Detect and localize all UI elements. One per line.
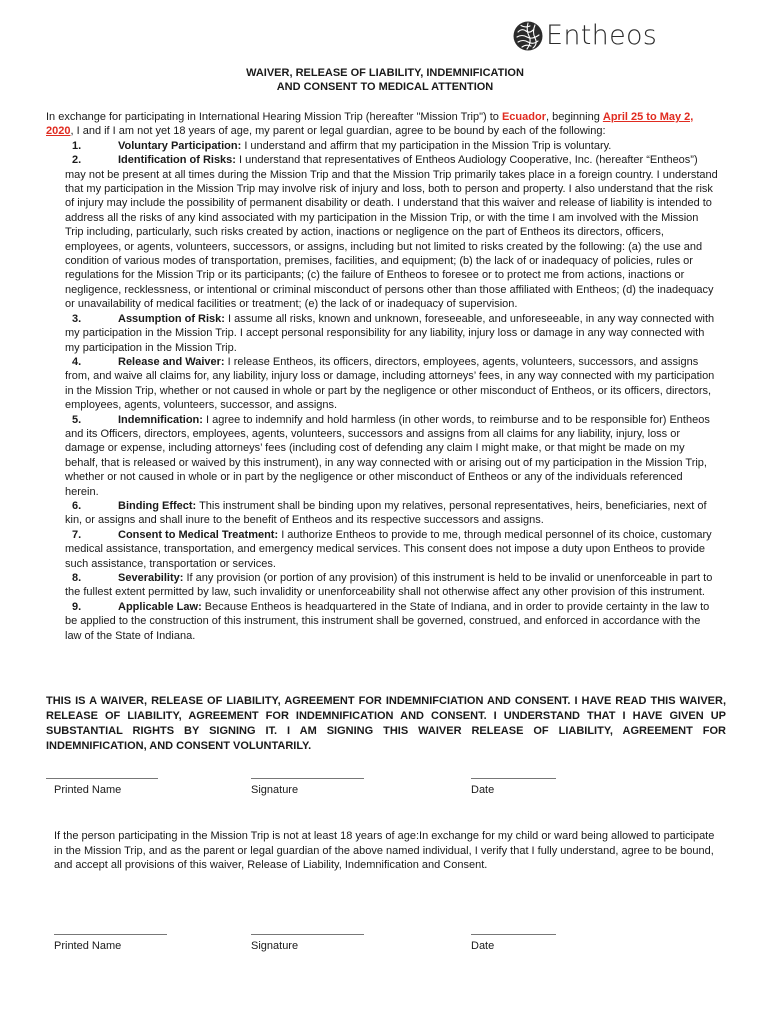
trip-year: 2020 — [46, 125, 71, 138]
provision-number: 9. — [72, 600, 82, 613]
provisions-list — [46, 139, 718, 643]
logo-text: Entheos — [546, 20, 658, 51]
provision-item — [65, 153, 718, 311]
provision-text: I understand that representatives of Entheos Audiology Cooperative, Inc. (hereafter “Entheos”) may not be present at all times during the Mission Trip and that the Mission Trip primarily takes place in a foreign country. I understand that my participation in the Mission Trip may involve risk of injury and loss, both to person and property. I also understand that the risk of injury may include the possibility of permanent disability or death. I understand that this waiver and release of liability is intended to address all the risks of any kind associated with my participation in the Mission Trip, or with the time I am involved with the Mission Trip including, particularly, such risks created by action, inactions or negligence on the part of Entheos its directors, officers, employees, or agents, volunteers, successors, or assigns, including but not limited to risks created by the following: (a) the use and condition of various modes of transportation, premises, facilities, and equipment; (b) the lack of or inadequacy of policies, rules or regulations for the Mission Trip or its participants; (c) the failure of Entheos to foresee or to protect me from actions, inactions or negligence, recklessness, or intentional or criminal misconduct of persons other than those affiliated with Entheos; (d) the inadequacy or unavailability of medical facilities or treatment; (e) the lack of or inadequacy of supervision. — [65, 154, 718, 311]
intro-paragraph — [46, 110, 718, 139]
provision-text: I understand and affirm that my participation in the Mission Trip is voluntary. — [241, 139, 612, 152]
provision-item — [65, 600, 718, 643]
title-line-1: WAIVER, RELEASE OF LIABILITY, INDEMNIFICATION — [246, 67, 524, 79]
date-line[interactable] — [471, 778, 556, 779]
signature-label: Signature — [251, 784, 299, 796]
provision-heading: Consent to Medical Treatment: — [118, 528, 279, 541]
provision-text: I authorize Entheos to provide to me, through medical personnel of its choice, customary medical assistance, transportation, and emergency medical services. This consent does not impose a duty upon Entheos to provide such assistance, transportation or services. — [65, 528, 712, 570]
provision-text: I agree to indemnify and hold harmless (in other words, to reimburse and to be responsible for) Entheos and its Officers, directors, employees, agents, volunteers, successors and assigns from all claims for any liability, injury, loss or damage or expense, including attorneys’ fees (including cost of defending any claim I might make, or that might be made on my behalf, that is released or waived by this instrument), in any way connected with or arising out of my participation in the Mission Trip, whether or not caused in whole or in part by the negligence or other misconduct of Entheos or any of the individuals referenced herein. — [65, 413, 710, 498]
destination: Ecuador — [501, 111, 546, 123]
provision-number: 7. — [72, 528, 82, 541]
provision-heading: Voluntary Participation: — [118, 139, 242, 152]
provision-number: 1. — [72, 139, 82, 152]
provision-item — [65, 355, 718, 413]
waiver-body — [46, 110, 718, 643]
provision-number: 6. — [72, 499, 82, 512]
provision-item — [65, 571, 718, 600]
document-title — [0, 66, 770, 94]
provision-item — [65, 499, 718, 528]
provision-heading: Indemnification: — [118, 413, 203, 426]
provision-text: I assume all risks, known and unknown, foreseeable, and unforeseeable, in any way connected with my participation in the Mission Trip. I accept personal responsibility for any liability, injury loss or damage in any way connected with my participation in the Mission Trip. — [65, 312, 715, 354]
provision-heading: Applicable Law: — [118, 600, 202, 613]
intro-text: , I and if I am not yet 18 years of age, my parent or legal guardian, agree to be bound by each of the following: — [70, 125, 606, 138]
provision-item — [65, 312, 718, 355]
provision-number: 5. — [72, 413, 82, 426]
printed-name-line[interactable] — [46, 778, 158, 779]
brain-globe-icon — [512, 20, 544, 52]
guardian-printed-name-line[interactable] — [54, 934, 167, 935]
provision-text: If any provision (or portion of any provision) of this instrument is held to be invalid or unenforceable in part to the fullest extent permitted by law, such invalidity or unenforceability shall not otherwise affect any other provision of this instrument. — [65, 572, 713, 599]
signature-line[interactable] — [251, 778, 364, 779]
guardian-signature-line[interactable] — [251, 934, 364, 935]
acknowledgement-statement: THIS IS A WAIVER, RELEASE OF LIABILITY, AGREEMENT FOR INDEMNIFCIATION AND CONSENT. I HAVE READ THIS WAIVER, RELEASE OF LIABILITY, AGREEMENT FOR INDEMNIFICATION AND CONSENT. I UNDERSTAND THAT I HAVE GIVEN UP SUBSTANTIAL RIGHTS BY SIGNING IT. I AM SIGNING THIS WAIVER RELEASE OF LIABILITY, AGREEMENT FOR INDEMNIFICATION, AND CONSENT VOLUNTARILY. — [46, 695, 726, 752]
provision-item — [65, 413, 718, 499]
provision-item — [65, 139, 718, 153]
provision-heading: Assumption of Risk: — [118, 312, 225, 325]
trip-dates: April 25 to May 2, — [602, 111, 694, 123]
guardian-signature-label: Signature — [251, 940, 299, 952]
guardian-printed-name-label: Printed Name — [54, 940, 122, 952]
provision-text: Because Entheos is headquartered in the State of Indiana, and in order to provide certainty in the law to be applied to the construction of this instrument, this instrument shall be governed, construed, and enforced in accordance with the law of the State of Indiana. — [65, 600, 710, 642]
parent-guardian-statement: If the person participating in the Mission Trip is not at least 18 years of age:In exchange for my child or ward being allowed to participate in the Mission Trip, and as the parent or legal guardian of the above named individual, I verify that I fully understand, agree to be bound, and accept all provisions of this waiver, Release of Liability, Indemnification and Consent. — [54, 830, 715, 872]
guardian-date-line[interactable] — [471, 934, 556, 935]
provision-item — [65, 528, 718, 571]
provision-text: I release Entheos, its officers, directors, employees, agents, volunteers, successors, and assigns from, and waive all claims for, any liability, injury loss or damage, including attorneys’ fees, in any way connected with my participation in the Mission Trip, whether or not caused in whole or part by the negligence or other misconduct of Entheos, or its officers, directors, employees, agents, volunteers, successor, and assigns. — [65, 355, 715, 412]
provision-heading: Identification of Risks: — [118, 154, 236, 167]
provision-text: This instrument shall be binding upon my relatives, personal representatives, heirs, beneficiaries, next of kin, or assigns and shall inure to the benefit of Entheos and its respective successors and assigns. — [65, 499, 707, 527]
intro-text: In exchange for participating in International Hearing Mission Trip (hereafter "Mission Trip") to — [46, 111, 502, 123]
provision-number: 8. — [72, 572, 82, 584]
printed-name-label: Printed Name — [54, 784, 122, 796]
entheos-logo — [512, 20, 657, 52]
provision-number: 2. — [72, 154, 82, 167]
provision-number: 3. — [72, 312, 82, 325]
provision-number: 4. — [72, 355, 82, 368]
date-label: Date — [471, 784, 495, 796]
title-line-2: AND CONSENT TO MEDICAL ATTENTION — [276, 81, 494, 93]
provision-heading: Severability: — [118, 572, 184, 584]
provision-heading: Release and Waiver: — [118, 355, 225, 368]
intro-text: , beginning — [545, 111, 603, 123]
provision-heading: Binding Effect: — [118, 499, 197, 512]
guardian-date-label: Date — [471, 940, 495, 952]
